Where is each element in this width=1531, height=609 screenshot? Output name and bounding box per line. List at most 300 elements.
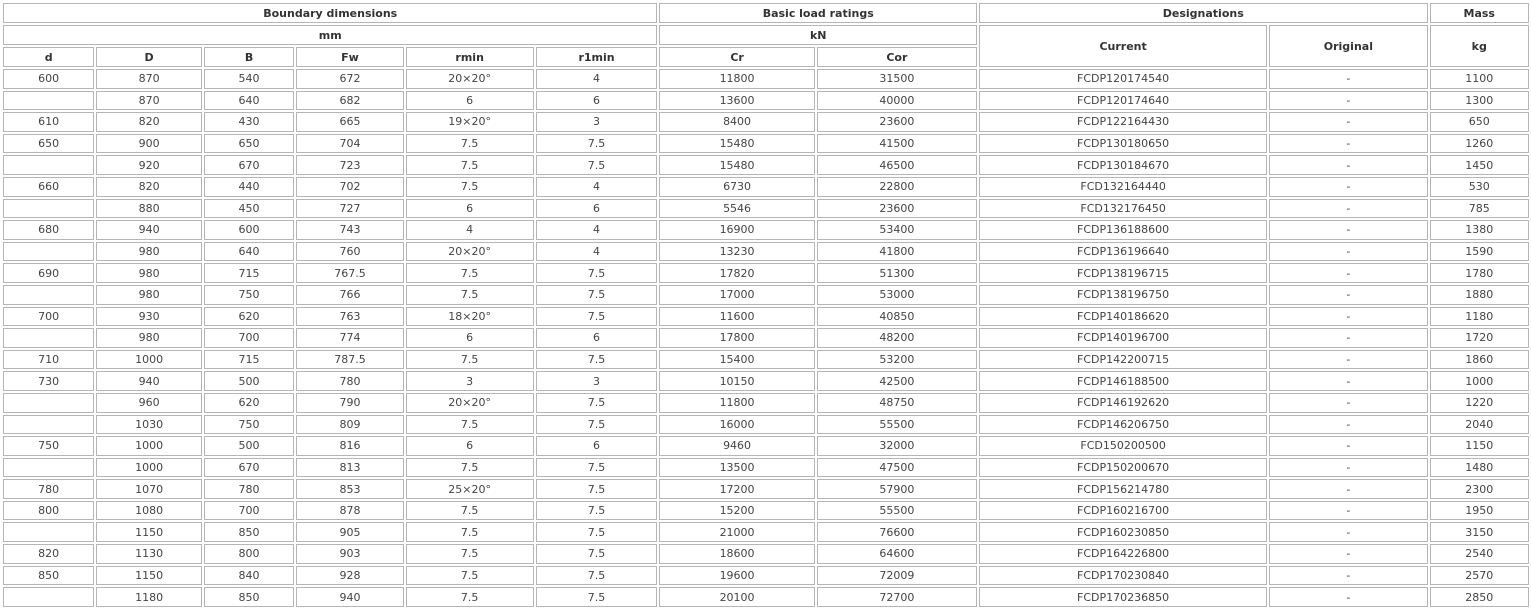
table-cell: 20100 xyxy=(659,587,814,607)
table-cell: 1030 xyxy=(96,415,202,435)
table-cell: 18600 xyxy=(659,544,814,564)
table-cell: 31500 xyxy=(817,69,977,89)
table-cell: FCDP136188600 xyxy=(979,220,1267,240)
table-cell: 17000 xyxy=(659,285,814,305)
table-cell: FCDP150200670 xyxy=(979,458,1267,478)
table-cell: 6 xyxy=(406,328,534,348)
table-cell: 7.5 xyxy=(536,263,658,283)
table-cell: 1000 xyxy=(96,350,202,370)
table-cell: 660 xyxy=(3,177,94,197)
table-cell: 650 xyxy=(3,134,94,154)
table-cell: 790 xyxy=(296,393,404,413)
table-cell: 1300 xyxy=(1430,91,1529,111)
table-cell: 7.5 xyxy=(406,177,534,197)
table-cell: 785 xyxy=(1430,199,1529,219)
table-cell: 2540 xyxy=(1430,544,1529,564)
table-cell: - xyxy=(1269,393,1427,413)
table-cell xyxy=(3,393,94,413)
table-cell: 7.5 xyxy=(536,544,658,564)
table-cell: 940 xyxy=(296,587,404,607)
table-cell: 19600 xyxy=(659,566,814,586)
table-cell: FCDP120174640 xyxy=(979,91,1267,111)
table-cell: 16900 xyxy=(659,220,814,240)
table-cell: 905 xyxy=(296,522,404,542)
table-cell: - xyxy=(1269,544,1427,564)
table-cell: 7.5 xyxy=(406,544,534,564)
table-cell: 9460 xyxy=(659,436,814,456)
table-cell: 1480 xyxy=(1430,458,1529,478)
table-row xyxy=(3,436,1529,456)
table-cell: 820 xyxy=(96,112,202,132)
table-cell: 920 xyxy=(96,155,202,175)
table-row xyxy=(3,69,1529,89)
table-cell: 940 xyxy=(96,220,202,240)
table-cell: 980 xyxy=(96,328,202,348)
table-cell: 1180 xyxy=(96,587,202,607)
table-cell: 15480 xyxy=(659,134,814,154)
table-cell: 7.5 xyxy=(406,350,534,370)
table-cell: 780 xyxy=(204,479,294,499)
table-cell: 10150 xyxy=(659,371,814,391)
table-cell: 23600 xyxy=(817,112,977,132)
table-row xyxy=(3,479,1529,499)
table-cell: FCDP164226800 xyxy=(979,544,1267,564)
table-cell: FCDP120174540 xyxy=(979,69,1267,89)
table-cell: 7.5 xyxy=(536,587,658,607)
table-cell: 13500 xyxy=(659,458,814,478)
table-cell: 1000 xyxy=(96,436,202,456)
table-cell: 42500 xyxy=(817,371,977,391)
table-cell: - xyxy=(1269,112,1427,132)
table-cell: 57900 xyxy=(817,479,977,499)
table-cell: 1180 xyxy=(1430,307,1529,327)
table-cell: 21000 xyxy=(659,522,814,542)
mass-header: Mass xyxy=(1430,3,1529,23)
table-cell: 47500 xyxy=(817,458,977,478)
table-cell: 670 xyxy=(204,155,294,175)
table-cell: 430 xyxy=(204,112,294,132)
col-outer-d-header: D xyxy=(96,47,202,67)
table-cell: 1000 xyxy=(1430,371,1529,391)
table-cell: 40850 xyxy=(817,307,977,327)
table-cell: 620 xyxy=(204,307,294,327)
table-cell: 980 xyxy=(96,285,202,305)
table-row xyxy=(3,350,1529,370)
table-row xyxy=(3,415,1529,435)
table-cell: 20×20° xyxy=(406,242,534,262)
table-cell: 1150 xyxy=(96,522,202,542)
col-b-header: B xyxy=(204,47,294,67)
table-cell: 650 xyxy=(204,134,294,154)
table-cell: - xyxy=(1269,350,1427,370)
table-cell: 7.5 xyxy=(536,155,658,175)
table-cell: 600 xyxy=(3,69,94,89)
table-cell: FCDP130184670 xyxy=(979,155,1267,175)
table-cell: 928 xyxy=(296,566,404,586)
table-cell: 900 xyxy=(96,134,202,154)
table-cell: FCDP146188500 xyxy=(979,371,1267,391)
table-cell: 11800 xyxy=(659,393,814,413)
table-cell: 51300 xyxy=(817,263,977,283)
table-cell: 620 xyxy=(204,393,294,413)
table-cell: 53000 xyxy=(817,285,977,305)
table-cell: 450 xyxy=(204,199,294,219)
table-cell: 610 xyxy=(3,112,94,132)
table-cell: 7.5 xyxy=(406,285,534,305)
table-cell: 32000 xyxy=(817,436,977,456)
boundary-dimensions-header: Boundary dimensions xyxy=(3,3,657,23)
table-row xyxy=(3,134,1529,154)
table-cell: 11600 xyxy=(659,307,814,327)
table-cell: 1150 xyxy=(96,566,202,586)
table-cell: 880 xyxy=(96,199,202,219)
table-cell: - xyxy=(1269,371,1427,391)
table-cell: FCDP160216700 xyxy=(979,501,1267,521)
table-row xyxy=(3,285,1529,305)
table-cell: 25×20° xyxy=(406,479,534,499)
table-cell: 850 xyxy=(204,522,294,542)
table-cell: 800 xyxy=(204,544,294,564)
table-cell: 4 xyxy=(536,69,658,89)
table-cell: 17200 xyxy=(659,479,814,499)
table-cell: 809 xyxy=(296,415,404,435)
table-cell: FCDP170236850 xyxy=(979,587,1267,607)
unit-kg-header: kg xyxy=(1430,25,1529,67)
table-cell: 4 xyxy=(406,220,534,240)
table-cell: 3 xyxy=(536,371,658,391)
table-cell: 600 xyxy=(204,220,294,240)
table-cell: 7.5 xyxy=(406,566,534,586)
table-cell: FCDP170230840 xyxy=(979,566,1267,586)
table-cell: FCDP140186620 xyxy=(979,307,1267,327)
table-cell: 53200 xyxy=(817,350,977,370)
table-cell xyxy=(3,522,94,542)
table-cell xyxy=(3,242,94,262)
table-cell: 1590 xyxy=(1430,242,1529,262)
table-cell: 980 xyxy=(96,263,202,283)
table-cell: 1080 xyxy=(96,501,202,521)
table-cell: 6 xyxy=(406,199,534,219)
table-cell: 1950 xyxy=(1430,501,1529,521)
table-cell: 40000 xyxy=(817,91,977,111)
table-cell: 3150 xyxy=(1430,522,1529,542)
table-row xyxy=(3,328,1529,348)
table-body xyxy=(3,69,1529,607)
table-cell: 7.5 xyxy=(536,350,658,370)
table-cell: 7.5 xyxy=(536,307,658,327)
table-cell: 64600 xyxy=(817,544,977,564)
table-cell: 743 xyxy=(296,220,404,240)
table-cell: 820 xyxy=(96,177,202,197)
table-row xyxy=(3,112,1529,132)
table-cell: 750 xyxy=(204,415,294,435)
table-cell: 702 xyxy=(296,177,404,197)
table-cell: 730 xyxy=(3,371,94,391)
table-row xyxy=(3,91,1529,111)
table-cell: - xyxy=(1269,242,1427,262)
table-row xyxy=(3,522,1529,542)
table-cell: 13230 xyxy=(659,242,814,262)
table-cell: 500 xyxy=(204,436,294,456)
table-cell: 15200 xyxy=(659,501,814,521)
table-row xyxy=(3,371,1529,391)
table-cell: - xyxy=(1269,566,1427,586)
designations-header: Designations xyxy=(979,3,1428,23)
table-cell: FCD150200500 xyxy=(979,436,1267,456)
table-cell: 22800 xyxy=(817,177,977,197)
table-cell: FCDP142200715 xyxy=(979,350,1267,370)
table-cell: 816 xyxy=(296,436,404,456)
table-cell: 640 xyxy=(204,91,294,111)
table-cell: 940 xyxy=(96,371,202,391)
table-cell: FCDP130180650 xyxy=(979,134,1267,154)
table-cell: FCDP122164430 xyxy=(979,112,1267,132)
table-cell: - xyxy=(1269,91,1427,111)
table-cell: 1070 xyxy=(96,479,202,499)
table-cell: 530 xyxy=(1430,177,1529,197)
table-cell: 6 xyxy=(536,436,658,456)
table-cell: 704 xyxy=(296,134,404,154)
table-cell: 1000 xyxy=(96,458,202,478)
table-cell: 440 xyxy=(204,177,294,197)
table-cell: FCDP160230850 xyxy=(979,522,1267,542)
table-cell: 1880 xyxy=(1430,285,1529,305)
table-row xyxy=(3,393,1529,413)
table-cell: - xyxy=(1269,307,1427,327)
table-cell: 76600 xyxy=(817,522,977,542)
table-cell: 4 xyxy=(536,220,658,240)
table-cell: 7.5 xyxy=(406,155,534,175)
table-cell: 2040 xyxy=(1430,415,1529,435)
table-row xyxy=(3,155,1529,175)
table-cell: 723 xyxy=(296,155,404,175)
table-cell: FCD132164440 xyxy=(979,177,1267,197)
unit-kn-header: kN xyxy=(659,25,977,45)
table-cell: 7.5 xyxy=(536,458,658,478)
table-cell: - xyxy=(1269,177,1427,197)
table-cell: 20×20° xyxy=(406,69,534,89)
table-cell: 17820 xyxy=(659,263,814,283)
table-cell: 72700 xyxy=(817,587,977,607)
table-cell: 682 xyxy=(296,91,404,111)
table-cell: 690 xyxy=(3,263,94,283)
table-cell: 774 xyxy=(296,328,404,348)
table-cell: 41500 xyxy=(817,134,977,154)
table-cell: 1860 xyxy=(1430,350,1529,370)
table-cell: 7.5 xyxy=(536,479,658,499)
table-cell: 15400 xyxy=(659,350,814,370)
table-cell: 8400 xyxy=(659,112,814,132)
table-cell: 665 xyxy=(296,112,404,132)
table-cell xyxy=(3,285,94,305)
table-cell xyxy=(3,199,94,219)
table-cell: 650 xyxy=(1430,112,1529,132)
table-cell: 760 xyxy=(296,242,404,262)
table-cell: 19×20° xyxy=(406,112,534,132)
table-cell: - xyxy=(1269,501,1427,521)
table-cell: 1150 xyxy=(1430,436,1529,456)
table-cell: 15480 xyxy=(659,155,814,175)
table-cell: 7.5 xyxy=(406,134,534,154)
table-cell: 46500 xyxy=(817,155,977,175)
table-cell: 17800 xyxy=(659,328,814,348)
table-cell: - xyxy=(1269,436,1427,456)
table-cell: - xyxy=(1269,69,1427,89)
table-cell: 7.5 xyxy=(406,458,534,478)
table-cell: 6 xyxy=(536,328,658,348)
original-header: Original xyxy=(1269,25,1427,67)
table-cell: 2850 xyxy=(1430,587,1529,607)
table-cell xyxy=(3,587,94,607)
table-cell: - xyxy=(1269,220,1427,240)
table-cell: 4 xyxy=(536,242,658,262)
table-cell: 3 xyxy=(536,112,658,132)
table-cell: - xyxy=(1269,479,1427,499)
table-cell: 7.5 xyxy=(406,263,534,283)
table-cell: 750 xyxy=(3,436,94,456)
table-cell: 4 xyxy=(536,177,658,197)
table-cell: - xyxy=(1269,458,1427,478)
table-cell: 1780 xyxy=(1430,263,1529,283)
table-cell: 980 xyxy=(96,242,202,262)
table-cell: 7.5 xyxy=(536,501,658,521)
table-cell: 2570 xyxy=(1430,566,1529,586)
table-cell: 700 xyxy=(204,328,294,348)
table-cell: 787.5 xyxy=(296,350,404,370)
table-cell: 7.5 xyxy=(406,501,534,521)
table-row xyxy=(3,199,1529,219)
table-cell: 1380 xyxy=(1430,220,1529,240)
table-cell: - xyxy=(1269,199,1427,219)
table-cell: 766 xyxy=(296,285,404,305)
table-cell: - xyxy=(1269,587,1427,607)
table-cell: 1260 xyxy=(1430,134,1529,154)
table-cell: 5546 xyxy=(659,199,814,219)
table-cell: 1220 xyxy=(1430,393,1529,413)
bearing-spec-table xyxy=(1,1,1531,609)
table-cell xyxy=(3,328,94,348)
table-cell: 53400 xyxy=(817,220,977,240)
table-row xyxy=(3,177,1529,197)
current-header: Current xyxy=(979,25,1267,67)
table-cell: 700 xyxy=(204,501,294,521)
table-cell: - xyxy=(1269,285,1427,305)
table-cell: 840 xyxy=(204,566,294,586)
table-cell: FCDP138196715 xyxy=(979,263,1267,283)
table-cell: FCDP138196750 xyxy=(979,285,1267,305)
table-cell xyxy=(3,415,94,435)
table-cell: 870 xyxy=(96,69,202,89)
table-cell: 6 xyxy=(406,91,534,111)
col-cor-header: Cor xyxy=(817,47,977,67)
table-cell: 6 xyxy=(406,436,534,456)
table-cell: 767.5 xyxy=(296,263,404,283)
table-cell: 1130 xyxy=(96,544,202,564)
table-cell: 780 xyxy=(3,479,94,499)
table-cell: 640 xyxy=(204,242,294,262)
table-row xyxy=(3,458,1529,478)
table-cell: 850 xyxy=(3,566,94,586)
table-cell: - xyxy=(1269,522,1427,542)
table-cell: 7.5 xyxy=(406,415,534,435)
col-r1min-header: r1min xyxy=(536,47,658,67)
table-cell: 850 xyxy=(204,587,294,607)
table-cell: 48200 xyxy=(817,328,977,348)
table-cell: 500 xyxy=(204,371,294,391)
table-cell: - xyxy=(1269,328,1427,348)
table-cell: 16000 xyxy=(659,415,814,435)
table-cell: 700 xyxy=(3,307,94,327)
table-cell: 903 xyxy=(296,544,404,564)
table-cell: FCDP140196700 xyxy=(979,328,1267,348)
table-cell: 1100 xyxy=(1430,69,1529,89)
table-row xyxy=(3,263,1529,283)
table-cell: 7.5 xyxy=(536,285,658,305)
table-cell: 710 xyxy=(3,350,94,370)
table-cell: FCDP146206750 xyxy=(979,415,1267,435)
table-cell: 18×20° xyxy=(406,307,534,327)
table-cell: 11800 xyxy=(659,69,814,89)
table-row xyxy=(3,566,1529,586)
table-cell: 960 xyxy=(96,393,202,413)
basic-load-ratings-header: Basic load ratings xyxy=(659,3,977,23)
unit-mm-header: mm xyxy=(3,25,657,45)
table-cell: 2300 xyxy=(1430,479,1529,499)
table-cell: 7.5 xyxy=(536,566,658,586)
table-cell: 48750 xyxy=(817,393,977,413)
table-cell: 727 xyxy=(296,199,404,219)
table-cell: 763 xyxy=(296,307,404,327)
table-cell: 7.5 xyxy=(536,522,658,542)
table-cell: 72009 xyxy=(817,566,977,586)
col-rmin-header: rmin xyxy=(406,47,534,67)
table-cell: 23600 xyxy=(817,199,977,219)
table-cell: 1450 xyxy=(1430,155,1529,175)
table-cell: 715 xyxy=(204,263,294,283)
table-cell: 853 xyxy=(296,479,404,499)
table-cell: 55500 xyxy=(817,501,977,521)
table-row xyxy=(3,544,1529,564)
table-cell: 670 xyxy=(204,458,294,478)
table-cell: FCDP156214780 xyxy=(979,479,1267,499)
table-cell: 870 xyxy=(96,91,202,111)
table-cell: 6730 xyxy=(659,177,814,197)
table-cell: 680 xyxy=(3,220,94,240)
table-row xyxy=(3,242,1529,262)
table-cell: 540 xyxy=(204,69,294,89)
table-cell: 672 xyxy=(296,69,404,89)
table-cell: FCD132176450 xyxy=(979,199,1267,219)
table-cell xyxy=(3,91,94,111)
table-row xyxy=(3,587,1529,607)
table-cell xyxy=(3,155,94,175)
table-cell: 715 xyxy=(204,350,294,370)
table-cell: 750 xyxy=(204,285,294,305)
table-cell: 813 xyxy=(296,458,404,478)
table-cell: 6 xyxy=(536,91,658,111)
table-cell: 13600 xyxy=(659,91,814,111)
table-cell: 20×20° xyxy=(406,393,534,413)
col-cr-header: Cr xyxy=(659,47,814,67)
table-cell: FCDP136196640 xyxy=(979,242,1267,262)
table-cell: 780 xyxy=(296,371,404,391)
table-row xyxy=(3,501,1529,521)
table-cell: 6 xyxy=(536,199,658,219)
table-cell: FCDP146192620 xyxy=(979,393,1267,413)
table-cell: 7.5 xyxy=(536,134,658,154)
table-cell: 800 xyxy=(3,501,94,521)
col-d-header: d xyxy=(3,47,94,67)
